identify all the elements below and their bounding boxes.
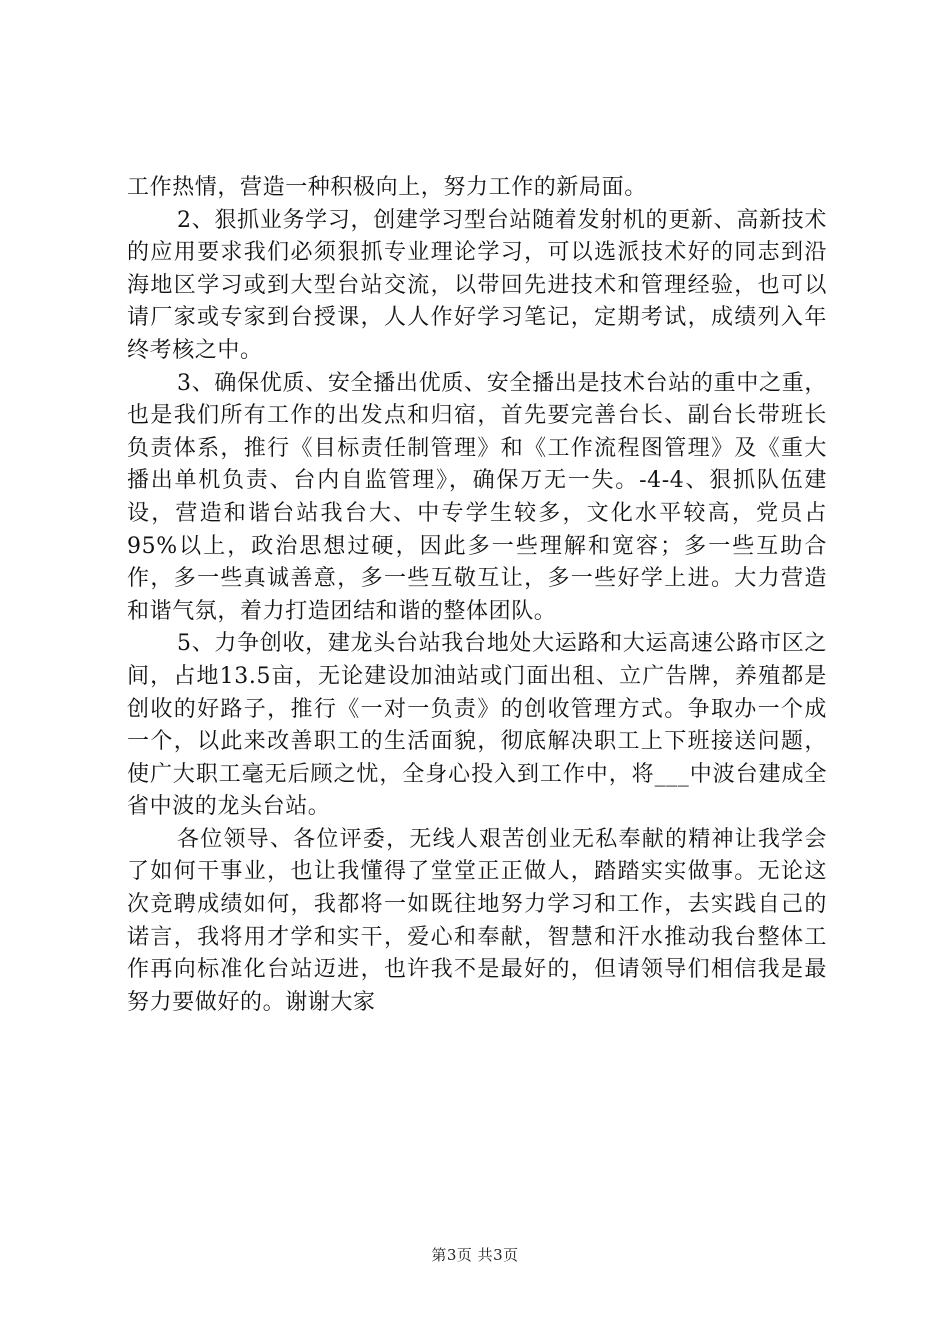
paragraph-broadcast-safety: 3、确保优质、安全播出优质、安全播出是技术台站的重中之重，也是我们所有工作的出发点和归宿，首先要完善台长、副台长带班长负责体系，推行《目标责任制管理》和《工作流程图管理》及《重大播出单机负责、台内自监管理》，确保万无一失。-4-4、狠抓队伍建设，营造和谐台站我台大、中专学生较多，文化水平较高，党员占95%以上，政治思想过硬，因此多一些理解和宽容；多一些互助合作，多一些真诚善意，多一些互敬互让，多一些好学上进。大力营造和谐气氛，着力打造团结和谐的整体团队。	[127, 370, 827, 624]
paragraph-continuation: 工作热情，营造一种积极向上，努力工作的新局面。	[127, 175, 647, 200]
paragraph-closing: 各位领导、各位评委，无线人艰苦创业无私奉献的精神让我学会了如何干事业，也让我懂得了堂堂正正做人，踏踏实实做事。无论这次竞聘成绩如何，我都将一如既往地努力学习和工作，去实践自己的诺言，我将用才学和实干，爱心和奉献，智慧和汗水推动我台整体工作再向标准化台站迈进，也许我不是最好的，但请领导们相信我是最努力要做好的。谢谢大家	[127, 826, 827, 1015]
paragraph-study: 2、狠抓业务学习，创建学习型台站随着发射机的更新、高新技术的应用要求我们必须狠抓专业理论学习，可以选派技术好的同志到沿海地区学习或到大型台站交流，以带回先进技术和管理经验，也可以请厂家或专家到台授课，人人作好学习笔记，定期考试，成绩列入年终考核之中。	[127, 207, 827, 363]
paragraph-revenue: 5、力争创收，建龙头台站我台地处大运路和大运高速公路市区之间，占地13.5亩，无论建设加油站或门面出租、立广告牌，养殖都是创收的好路子，推行《一对一负责》的创收管理方式。争取办一个成一个，以此来改善职工的生活面貌，彻底解决职工上下班接送问题，使广大职工毫无后顾之忧，全身心投入到工作中，将___中波台建成全省中波的龙头台站。	[127, 631, 827, 820]
page-number-footer: 第3页 共3页	[431, 1246, 519, 1264]
document-body	[127, 172, 827, 1019]
